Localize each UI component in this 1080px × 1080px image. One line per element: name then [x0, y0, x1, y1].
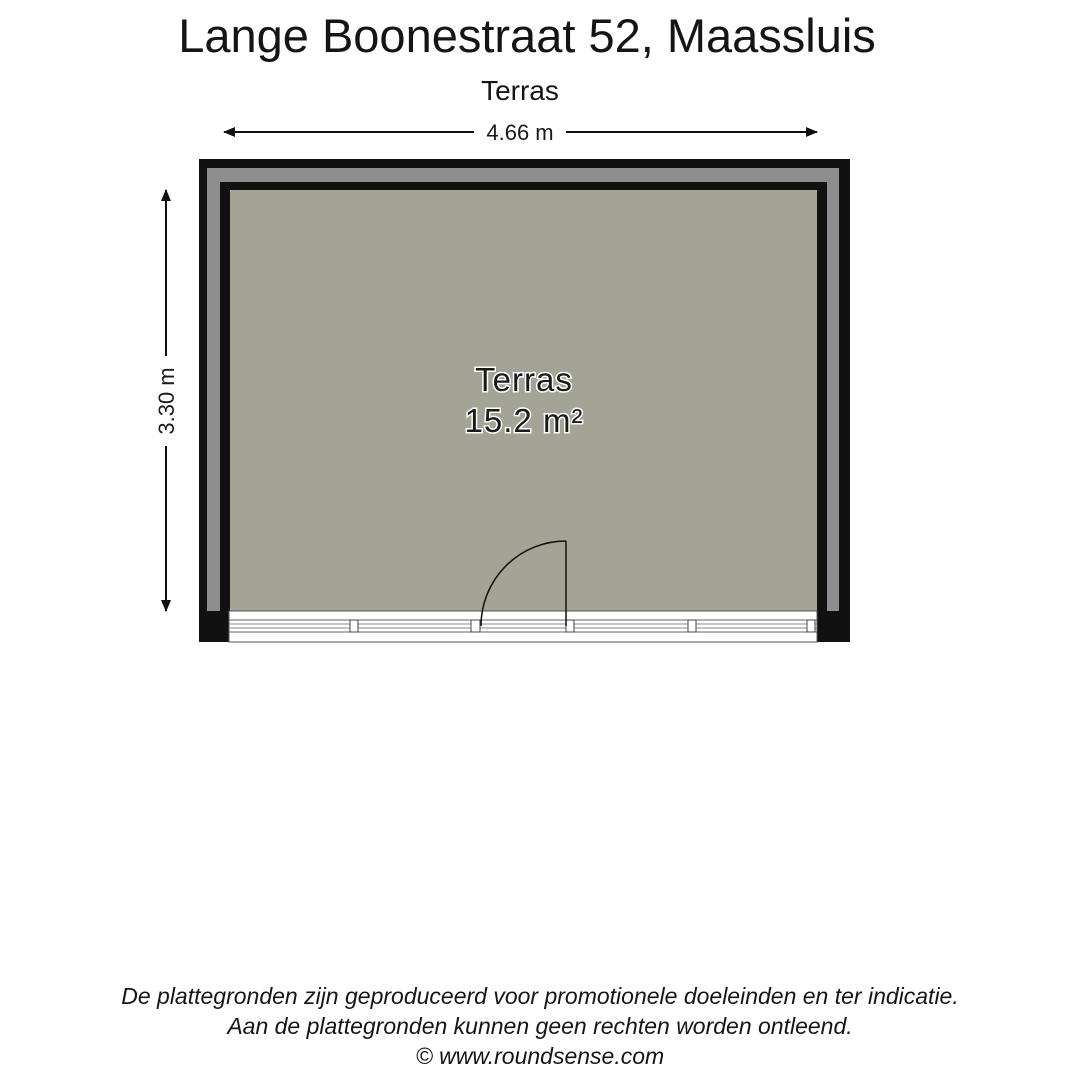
width-dimension [224, 120, 817, 145]
copyright: © www.roundsense.com [415, 1043, 665, 1069]
room-area: 15.2 m² [464, 402, 584, 439]
terrace-floor [230, 190, 817, 611]
floor-name: Terras [481, 75, 559, 106]
room-name: Terras [475, 361, 573, 398]
disclaimer-line-2: Aan de plattegronden kunnen geen rechten worden ontleend. [227, 1013, 853, 1039]
width-label: 4.66 m [486, 120, 554, 145]
height-dimension [154, 190, 179, 611]
plan-title: Lange Boonestraat 52, Maassluis [178, 9, 876, 62]
window-strip [229, 611, 817, 642]
height-label: 3.30 m [154, 367, 179, 435]
disclaimer-line-1: De plattegronden zijn geproduceerd voor promotionele doeleinden en ter indicatie. [121, 983, 959, 1009]
